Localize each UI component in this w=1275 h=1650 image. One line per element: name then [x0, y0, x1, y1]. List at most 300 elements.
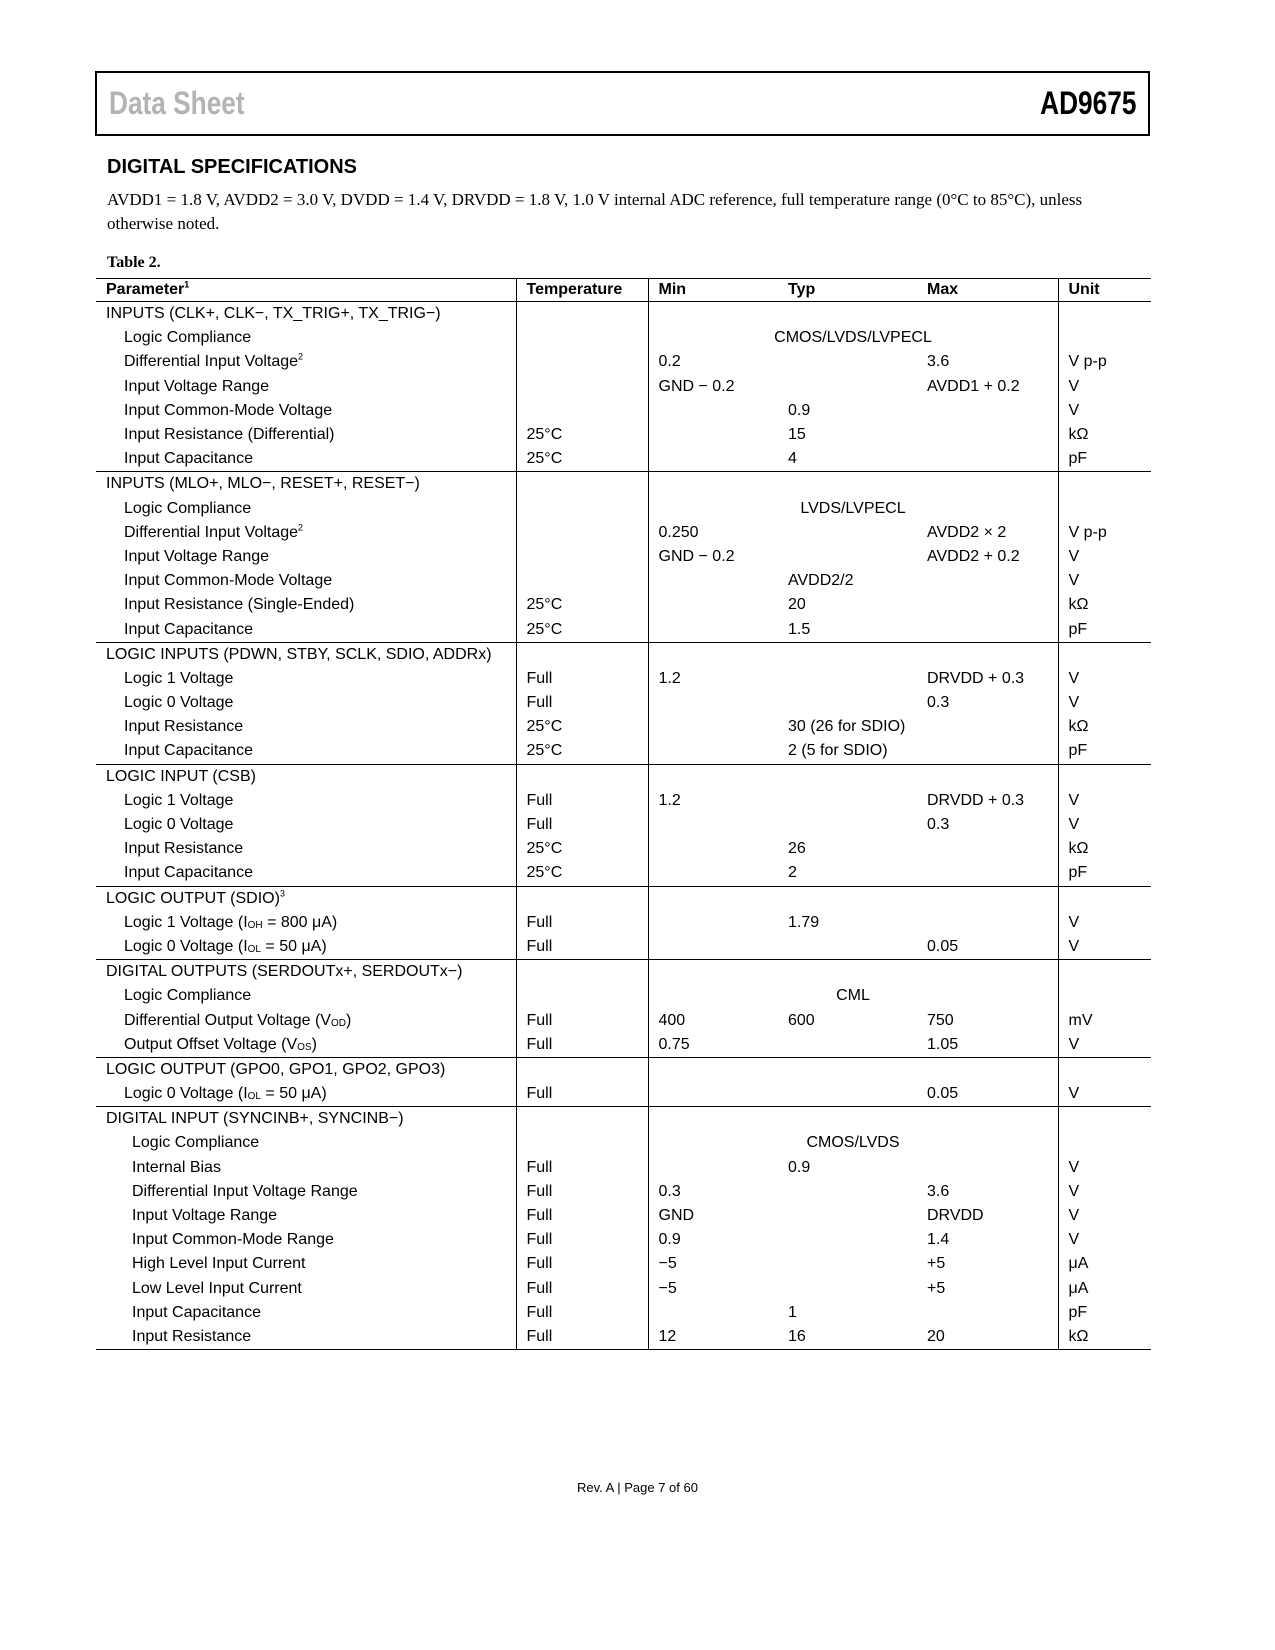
cell-parameter: Output Offset Voltage $(V_{OS})$ [96, 1033, 516, 1058]
cell-max: DRVDD [927, 1207, 984, 1225]
cell-unit [1058, 960, 1151, 985]
cell-temperature [516, 1131, 648, 1155]
cell-temperature: 25°C [516, 617, 648, 642]
cell-parameter: Input Resistance [124, 840, 244, 858]
cell-temperature [516, 960, 648, 985]
cell-max: DRVDD + 0.3 [927, 669, 1025, 687]
cell-temperature: Full [516, 691, 648, 715]
cell-max: +5 [927, 1279, 946, 1297]
table-row [96, 569, 1151, 593]
cell-logic-compliance: CML [648, 984, 1058, 1008]
cell-min: GND [648, 1204, 778, 1228]
cell-min: GND − 0.2 [648, 375, 778, 399]
cell-typ [778, 935, 917, 960]
cell-unit: V [1058, 1204, 1151, 1228]
table-group-row [96, 1057, 1151, 1082]
cell-typ: 15 [788, 426, 806, 444]
cell-temperature [516, 326, 648, 350]
cell-temperature: Full [516, 911, 648, 935]
cell-parameter: Logic 1 Voltage ($I_{OH} = 800$ μA) [124, 913, 338, 931]
table-row [96, 813, 1151, 837]
cell-max [917, 911, 1058, 935]
cell-min [648, 1057, 778, 1082]
cell-typ [778, 1180, 917, 1204]
cell-max: 0.3 [927, 816, 950, 834]
cell-max [917, 886, 1058, 911]
cell-parameter: Logic Compliance [124, 499, 252, 517]
cell-unit: μA [1058, 1277, 1151, 1301]
cell-min [648, 837, 778, 861]
cell-unit: pF [1058, 617, 1151, 642]
cell-unit: pF [1058, 447, 1151, 472]
cell-typ [778, 667, 917, 691]
cell-unit: V [1058, 1082, 1151, 1107]
cell-unit: V [1058, 935, 1151, 960]
cell-typ: 4 [778, 447, 917, 472]
cell-temperature [516, 350, 648, 374]
cell-typ [778, 886, 917, 911]
cell-unit [1058, 886, 1151, 911]
cell-temperature [516, 1107, 648, 1132]
col-header-typ: Typ [778, 279, 917, 302]
cell-unit: V p-p [1058, 521, 1151, 545]
cell-unit: kΩ [1058, 837, 1151, 861]
cell-typ [778, 960, 917, 985]
cell-temperature: 25°C [516, 447, 648, 472]
cell-min [648, 472, 778, 497]
cell-typ [778, 521, 917, 545]
page-footer: Rev. A | Page 7 of 60 [577, 1480, 698, 1495]
table-row [96, 1156, 1151, 1180]
cell-typ [778, 1082, 917, 1107]
cell-typ: 2 [778, 861, 917, 886]
cell-min [648, 715, 778, 739]
table-row [96, 1252, 1151, 1276]
table-row [96, 837, 1151, 861]
cell-min: 0.250 [648, 521, 778, 545]
table-row [96, 375, 1151, 399]
cell-parameter: Input Voltage Range [132, 1207, 278, 1225]
col-header-max: Max [917, 279, 1058, 302]
table-row [96, 935, 1151, 960]
table-row [96, 326, 1151, 350]
cell-parameter: Input Capacitance [96, 861, 516, 886]
cell-unit [1058, 472, 1151, 497]
cell-max [917, 1057, 1058, 1082]
cell-temperature [516, 764, 648, 789]
cell-min [648, 423, 778, 447]
table-row [96, 1008, 1151, 1032]
cell-unit: V [1058, 1180, 1151, 1204]
cell-max: +5 [927, 1255, 946, 1273]
cell-max: 0.3 [927, 694, 950, 712]
cell-typ: AVDD2/2 [788, 572, 854, 590]
cell-max [917, 593, 1058, 617]
cell-max [917, 569, 1058, 593]
cell-unit: V [1058, 691, 1151, 715]
cell-typ [778, 1252, 917, 1276]
cell-typ: 0.9 [788, 401, 811, 419]
table-row [96, 545, 1151, 569]
cell-typ: 26 [788, 840, 806, 858]
cell-unit: V [1058, 375, 1151, 399]
cell-temperature [516, 642, 648, 667]
cell-max: AVDD2 × 2 [927, 523, 1007, 541]
cell-temperature: Full [516, 1082, 648, 1107]
cell-unit: V [1058, 545, 1151, 569]
cell-unit: V [1058, 813, 1151, 837]
cell-temperature: Full [516, 813, 648, 837]
cell-temperature: 25°C [516, 837, 648, 861]
cell-parameter: Input Common-Mode Range [132, 1231, 334, 1249]
table-row [96, 399, 1151, 423]
table-row [96, 691, 1151, 715]
cell-temperature: Full [516, 667, 648, 691]
table-group-row [96, 960, 1151, 985]
cell-parameter: Input Resistance (Single-Ended) [124, 596, 355, 614]
cell-temperature: Full [516, 1008, 648, 1032]
table-header-row [96, 279, 1151, 302]
cell-typ [778, 642, 917, 667]
table-row [96, 1228, 1151, 1252]
cell-temperature: Full [516, 1228, 648, 1252]
cell-typ: 1.5 [778, 617, 917, 642]
cell-min [648, 861, 778, 886]
cell-unit: V [1058, 569, 1151, 593]
cell-min: 0.75 [648, 1033, 778, 1058]
cell-min: −5 [648, 1252, 778, 1276]
cell-min [648, 1301, 778, 1325]
cell-typ [778, 302, 917, 327]
cell-parameter: Input Resistance [96, 1325, 516, 1350]
table-row [96, 1082, 1151, 1107]
cell-parameter: LOGIC INPUTS (PDWN, STBY, SCLK, SDIO, ADDRx) [106, 645, 492, 663]
cell-max [917, 447, 1058, 472]
cell-max: 3.6 [927, 1182, 950, 1200]
cell-unit [1058, 1131, 1151, 1155]
cell-unit [1058, 764, 1151, 789]
cell-max: 1.4 [927, 1231, 950, 1249]
cell-min [648, 1082, 778, 1107]
cell-typ: 0.9 [788, 1158, 811, 1176]
cell-parameter: INPUTS (MLO+, MLO−, RESET+, RESET−) [106, 475, 420, 493]
cell-parameter: Input Common-Mode Voltage [124, 572, 333, 590]
cell-min [648, 302, 778, 327]
cell-temperature [516, 472, 648, 497]
cell-typ [778, 1107, 917, 1132]
cell-min: 12 [648, 1325, 778, 1350]
cell-max [917, 472, 1058, 497]
table-row [96, 497, 1151, 521]
cell-max [917, 1156, 1058, 1180]
cell-parameter: Differential Output Voltage $(V_{OD})$ [124, 1011, 352, 1029]
cell-min: 1.2 [648, 789, 778, 813]
cell-parameter: Logic 0 Voltage ($I_{OL} = 50$ μA) [96, 1082, 516, 1107]
cell-max: DRVDD + 0.3 [927, 791, 1025, 809]
cell-typ [778, 1057, 917, 1082]
cell-temperature [516, 399, 648, 423]
cell-unit: V [1058, 667, 1151, 691]
cell-temperature: Full [516, 1325, 648, 1350]
col-header-min: Min [648, 279, 778, 302]
cell-temperature: 25°C [516, 861, 648, 886]
cell-unit: kΩ [1058, 593, 1151, 617]
table-group-row [96, 472, 1151, 497]
cell-max [917, 617, 1058, 642]
cell-unit: V [1058, 399, 1151, 423]
cell-temperature: Full [516, 789, 648, 813]
col-header-parameter: Parameter$^1$ [96, 279, 516, 302]
cell-parameter: Differential Input Voltage$^2$ [124, 522, 304, 541]
cell-unit: V [1058, 1156, 1151, 1180]
cell-typ [778, 691, 917, 715]
cell-typ [778, 1228, 917, 1252]
cell-typ [778, 472, 917, 497]
cell-parameter: Logic 0 Voltage [124, 816, 234, 834]
cell-parameter: Input Common-Mode Voltage [124, 401, 333, 419]
cell-temperature: Full [516, 1180, 648, 1204]
col-header-unit: Unit [1058, 279, 1151, 302]
table-row [96, 617, 1151, 642]
cell-temperature: Full [516, 1156, 648, 1180]
cell-parameter: Logic 1 Voltage [124, 791, 234, 809]
cell-temperature [516, 302, 648, 327]
cell-typ [778, 1277, 917, 1301]
cell-typ [778, 350, 917, 374]
table-row [96, 1033, 1151, 1058]
cell-unit: mV [1058, 1008, 1151, 1032]
cell-parameter: LOGIC INPUT (CSB) [106, 767, 256, 785]
cell-max [917, 837, 1058, 861]
cell-temperature: 25°C [516, 739, 648, 764]
table-group-row [96, 1107, 1151, 1132]
cell-min: 0.2 [648, 350, 778, 374]
cell-parameter: Logic 0 Voltage [124, 694, 234, 712]
cell-typ [778, 375, 917, 399]
cell-parameter: DIGITAL OUTPUTS (SERDOUTx+, SERDOUTx−) [106, 963, 463, 981]
cell-min [648, 764, 778, 789]
cell-parameter: Input Voltage Range [124, 377, 270, 395]
table-row [96, 423, 1151, 447]
cell-parameter: Differential Input Voltage Range [132, 1182, 358, 1200]
cell-logic-compliance: CMOS/LVDS/LVPECL [648, 326, 1058, 350]
cell-parameter: INPUTS (CLK+, CLK−, TX_TRIG+, TX_TRIG−) [106, 305, 441, 323]
cell-max [917, 423, 1058, 447]
cell-max [917, 1301, 1058, 1325]
cell-temperature [516, 545, 648, 569]
cell-parameter: LOGIC OUTPUT (SDIO)$^3$ [106, 888, 285, 907]
cell-parameter: Input Capacitance [96, 617, 516, 642]
cell-min [648, 617, 778, 642]
cell-typ: 1.79 [788, 913, 820, 931]
digital-specifications-table [96, 278, 1151, 1350]
table-row [96, 739, 1151, 764]
cell-unit [1058, 497, 1151, 521]
cell-unit [1058, 326, 1151, 350]
cell-temperature: Full [516, 1301, 648, 1325]
table-row [96, 984, 1151, 1008]
cell-parameter: DIGITAL INPUT (SYNCINB+, SYNCINB−) [106, 1110, 404, 1128]
cell-typ: 20 [788, 596, 806, 614]
cell-temperature: Full [516, 1204, 648, 1228]
cell-min [648, 739, 778, 764]
cell-min [648, 1156, 778, 1180]
cell-temperature [516, 375, 648, 399]
cell-min [648, 1107, 778, 1132]
cell-temperature: 25°C [516, 423, 648, 447]
cell-max [917, 960, 1058, 985]
cell-parameter: Logic Compliance [132, 1134, 260, 1152]
cell-temperature [516, 497, 648, 521]
cell-logic-compliance: CMOS/LVDS [648, 1131, 1058, 1155]
col-header-temperature: Temperature [516, 279, 648, 302]
cell-temperature: Full [516, 1033, 648, 1058]
cell-unit: V p-p [1058, 350, 1151, 374]
cell-parameter: High Level Input Current [132, 1255, 306, 1273]
cell-parameter: Low Level Input Current [132, 1279, 302, 1297]
cell-max: 3.6 [927, 353, 950, 371]
cell-max [917, 642, 1058, 667]
cell-parameter: Input Voltage Range [124, 547, 270, 565]
cell-typ: 30 (26 for SDIO) [788, 718, 906, 736]
table-row [96, 1277, 1151, 1301]
cell-unit: kΩ [1058, 1325, 1151, 1350]
cell-unit [1058, 1057, 1151, 1082]
cell-unit: V [1058, 911, 1151, 935]
cell-min: 1.2 [648, 667, 778, 691]
cell-parameter: Input Capacitance [96, 739, 516, 764]
cell-temperature [516, 569, 648, 593]
cell-unit [1058, 302, 1151, 327]
cell-parameter: Logic Compliance [124, 987, 252, 1005]
cell-min [648, 960, 778, 985]
cell-parameter: Input Resistance [124, 718, 244, 736]
cell-unit: V [1058, 1228, 1151, 1252]
cell-max: 0.05 [917, 1082, 1058, 1107]
cell-max: AVDD2 + 0.2 [927, 547, 1020, 565]
cell-unit: V [1058, 789, 1151, 813]
table-group-row [96, 764, 1151, 789]
cell-min [648, 569, 778, 593]
cell-temperature: Full [516, 1277, 648, 1301]
cell-min: 0.3 [648, 1180, 778, 1204]
cell-max [917, 764, 1058, 789]
cell-typ: 16 [778, 1325, 917, 1350]
table-caption: Table 2. [107, 254, 161, 271]
table-group-row [96, 642, 1151, 667]
cell-unit: kΩ [1058, 423, 1151, 447]
cell-unit [1058, 642, 1151, 667]
cell-temperature [516, 1057, 648, 1082]
table-row [96, 447, 1151, 472]
cell-max: 0.05 [917, 935, 1058, 960]
cell-min [648, 691, 778, 715]
table-row [96, 593, 1151, 617]
cell-typ: 2 (5 for SDIO) [778, 739, 917, 764]
cell-max [917, 399, 1058, 423]
cell-typ [778, 789, 917, 813]
cell-parameter: Logic 1 Voltage [124, 669, 234, 687]
cell-parameter: Differential Input Voltage$^2$ [124, 352, 304, 371]
intro-paragraph: AVDD1 = 1.8 V, AVDD2 = 3.0 V, DVDD = 1.4 V, DRVDD = 1.8 V, 1.0 V internal ADC reference, full temperature range (0°C to 85°C), unless otherwise noted. [107, 190, 1083, 233]
cell-min [648, 886, 778, 911]
cell-max [917, 715, 1058, 739]
header-part-number: AD9675 [1039, 85, 1136, 121]
cell-temperature: Full [516, 1252, 648, 1276]
cell-max [917, 1107, 1058, 1132]
cell-unit: pF [1058, 739, 1151, 764]
cell-unit: pF [1058, 861, 1151, 886]
cell-min [648, 593, 778, 617]
cell-parameter: Input Resistance (Differential) [124, 426, 335, 444]
cell-unit: μA [1058, 1252, 1151, 1276]
table-group-row [96, 886, 1151, 911]
cell-typ [778, 545, 917, 569]
cell-unit [1058, 1107, 1151, 1132]
table-row [96, 861, 1151, 886]
cell-min [648, 399, 778, 423]
cell-max: 1.05 [917, 1033, 1058, 1058]
cell-min [648, 911, 778, 935]
cell-min [648, 642, 778, 667]
cell-parameter: Internal Bias [132, 1158, 221, 1176]
cell-temperature [516, 984, 648, 1008]
cell-typ [778, 813, 917, 837]
cell-max [917, 739, 1058, 764]
cell-unit: kΩ [1058, 715, 1151, 739]
page-header [95, 71, 1150, 136]
cell-unit: V [1058, 1033, 1151, 1058]
table-row [96, 911, 1151, 935]
cell-temperature [516, 886, 648, 911]
cell-min [648, 813, 778, 837]
cell-typ: 600 [788, 1011, 815, 1029]
table-row [96, 1301, 1151, 1325]
cell-temperature [516, 521, 648, 545]
table-row [96, 521, 1151, 545]
cell-parameter: Logic Compliance [124, 329, 252, 347]
cell-logic-compliance: LVDS/LVPECL [648, 497, 1058, 521]
header-doc-type: Data Sheet [109, 85, 245, 121]
cell-max: 750 [927, 1011, 954, 1029]
table-row [96, 715, 1151, 739]
cell-unit: pF [1058, 1301, 1151, 1325]
cell-min [648, 447, 778, 472]
cell-max: 20 [917, 1325, 1058, 1350]
cell-typ [778, 1204, 917, 1228]
table-row [96, 1131, 1151, 1155]
table-row [96, 789, 1151, 813]
cell-min: GND − 0.2 [648, 545, 778, 569]
cell-temperature: 25°C [516, 715, 648, 739]
cell-max: AVDD1 + 0.2 [927, 377, 1020, 395]
cell-temperature: 25°C [516, 593, 648, 617]
cell-max [917, 861, 1058, 886]
cell-min [648, 935, 778, 960]
cell-min: 400 [648, 1008, 778, 1032]
cell-parameter: Logic 0 Voltage ($I_{OL} = 50$ μA) [96, 935, 516, 960]
cell-parameter: Input Capacitance [132, 1303, 261, 1321]
cell-parameter: LOGIC OUTPUT (GPO0, GPO1, GPO2, GPO3) [106, 1060, 446, 1078]
cell-temperature: Full [516, 935, 648, 960]
cell-typ: 1 [788, 1303, 797, 1321]
table-row [96, 1204, 1151, 1228]
cell-min: −5 [648, 1277, 778, 1301]
cell-min: 0.9 [648, 1228, 778, 1252]
table-row [96, 667, 1151, 691]
section-title: DIGITAL SPECIFICATIONS [107, 156, 358, 178]
cell-typ [778, 1033, 917, 1058]
